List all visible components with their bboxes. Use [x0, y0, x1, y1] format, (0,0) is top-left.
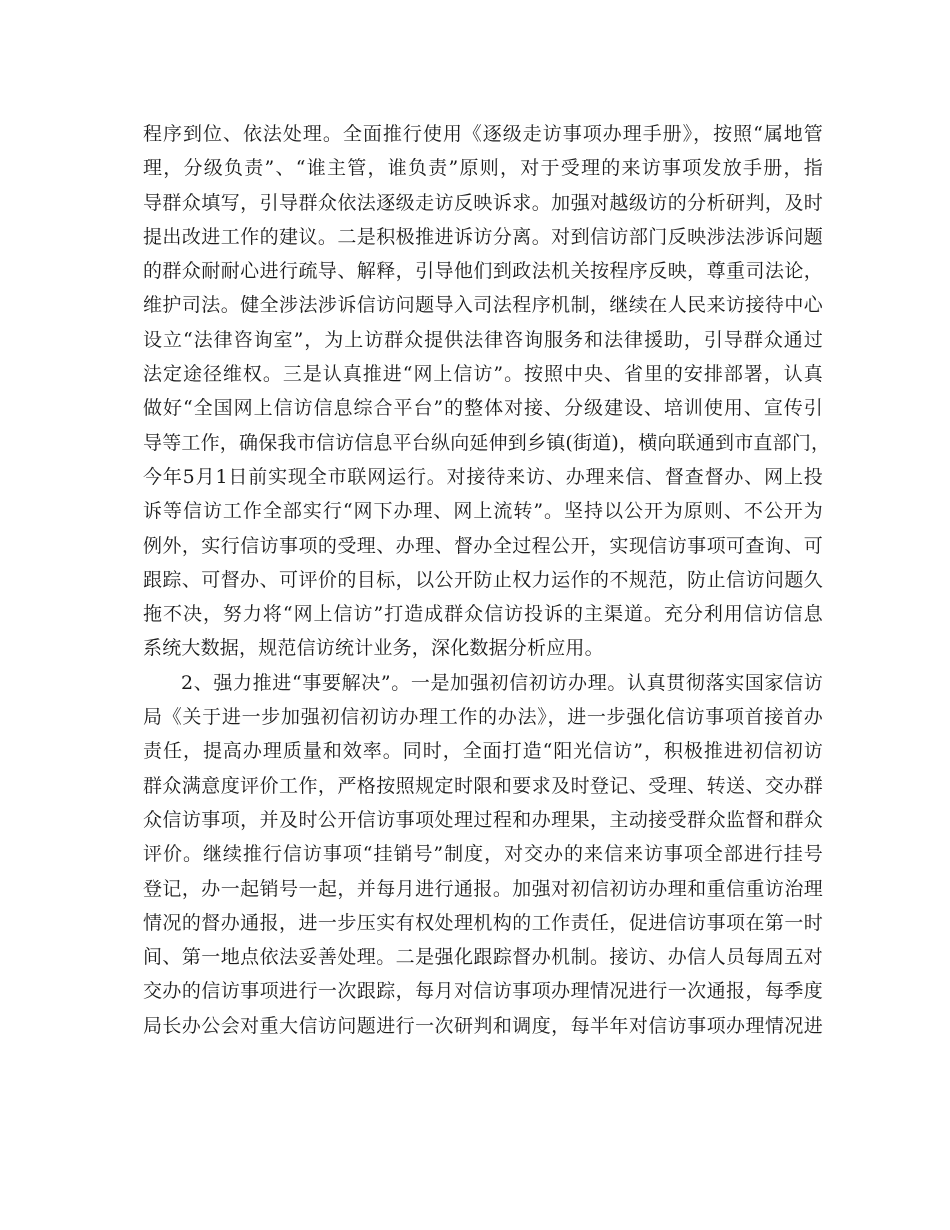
text-line: 责任，提高办理质量和效率。同时，全面打造“阳光信访”，积极推进初信初访 [143, 740, 823, 763]
text-line: 程序到位、依法处理。全面推行使用《逐级走访事项办理手册》，按照“属地管 [143, 123, 823, 145]
text-line: 交办的信访事项进行一次跟踪，每月对信访事项办理情况进行一次通报，每季度 [143, 980, 823, 1003]
text-line: 法定途径维权。三是认真推进“网上信访”。按照中央、省里的安排部署，认真 [143, 363, 823, 386]
paragraph-1 [143, 117, 831, 666]
text-line: 维护司法。健全涉法涉诉信访问题导入司法程序机制，继续在人民来访接待中心 [143, 294, 823, 317]
text-line: 群众满意度评价工作，严格按照规定时限和要求及时登记、受理、转送、交办群 [143, 774, 823, 797]
text-line: 系统大数据，规范信访统计业务，深化数据分析应用。 [143, 637, 604, 660]
document-body [143, 117, 831, 1043]
text-line: 的群众耐耐心进行疏导、解释，引导他们到政法机关按程序反映，尊重司法论， [143, 260, 823, 283]
text-line: 诉等信访工作全部实行“网下办理、网上流转”。坚持以公开为原则、不公开为 [143, 500, 823, 523]
text-line: 跟踪、可督办、可评价的目标，以公开防止权力运作的不规范，防止信访问题久 [143, 568, 823, 591]
text-line: 2、强力推进“事要解决”。一是加强初信初访办理。认真贯彻落实国家信访 [181, 671, 823, 694]
text-line: 做好“全国网上信访信息综合平台”的整体对接、分级建设、培训使用、宣传引 [143, 397, 823, 420]
text-line: 登记，办一起销号一起，并每月进行通报。加强对初信初访办理和重信重访治理 [143, 877, 823, 900]
text-line: 提出改进工作的建议。二是积极推进诉访分离。对到信访部门反映涉法涉诉问题 [143, 225, 823, 248]
text-line: 间、第一地点依法妥善处理。二是强化跟踪督办机制。接访、办信人员每周五对 [143, 946, 823, 969]
text-line: 拖不决，努力将“网上信访”打造成群众信访投诉的主渠道。充分利用信访信息 [143, 603, 823, 626]
paragraph-2 [143, 666, 823, 1043]
text-line: 局长办公会对重大信访问题进行一次研判和调度，每半年对信访事项办理情况进 [143, 1014, 823, 1037]
text-line: 例外，实行信访事项的受理、办理、督办全过程公开，实现信访事项可查询、可 [143, 534, 823, 557]
text-line: 局《关于进一步加强初信初访办理工作的办法》，进一步强化信访事项首接首办 [143, 706, 823, 729]
text-line: 导等工作，确保我市信访信息平台纵向延伸到乡镇(街道)，横向联通到市直部门， [143, 431, 831, 454]
text-line: 评价。继续推行信访事项“挂销号”制度，对交办的来信来访事项全部进行挂号 [143, 843, 823, 866]
text-line: 设立“法律咨询室”，为上访群众提供法律咨询服务和法律援助，引导群众通过 [143, 328, 823, 351]
text-line: 理，分级负责”、“谁主管，谁负责”原则，对于受理的来访事项发放手册，指 [143, 157, 823, 180]
text-line: 导群众填写，引导群众依法逐级走访反映诉求。加强对越级访的分析研判，及时 [143, 191, 823, 214]
text-line: 情况的督办通报，进一步压实有权处理机构的工作责任，促进信访事项在第一时 [143, 911, 823, 934]
text-line: 众信访事项，并及时公开信访事项处理过程和办理果，主动接受群众监督和群众 [143, 808, 823, 831]
text-line: 今年5月1日前实现全市联网运行。对接待来访、办理来信、督查督办、网上投 [143, 465, 823, 488]
